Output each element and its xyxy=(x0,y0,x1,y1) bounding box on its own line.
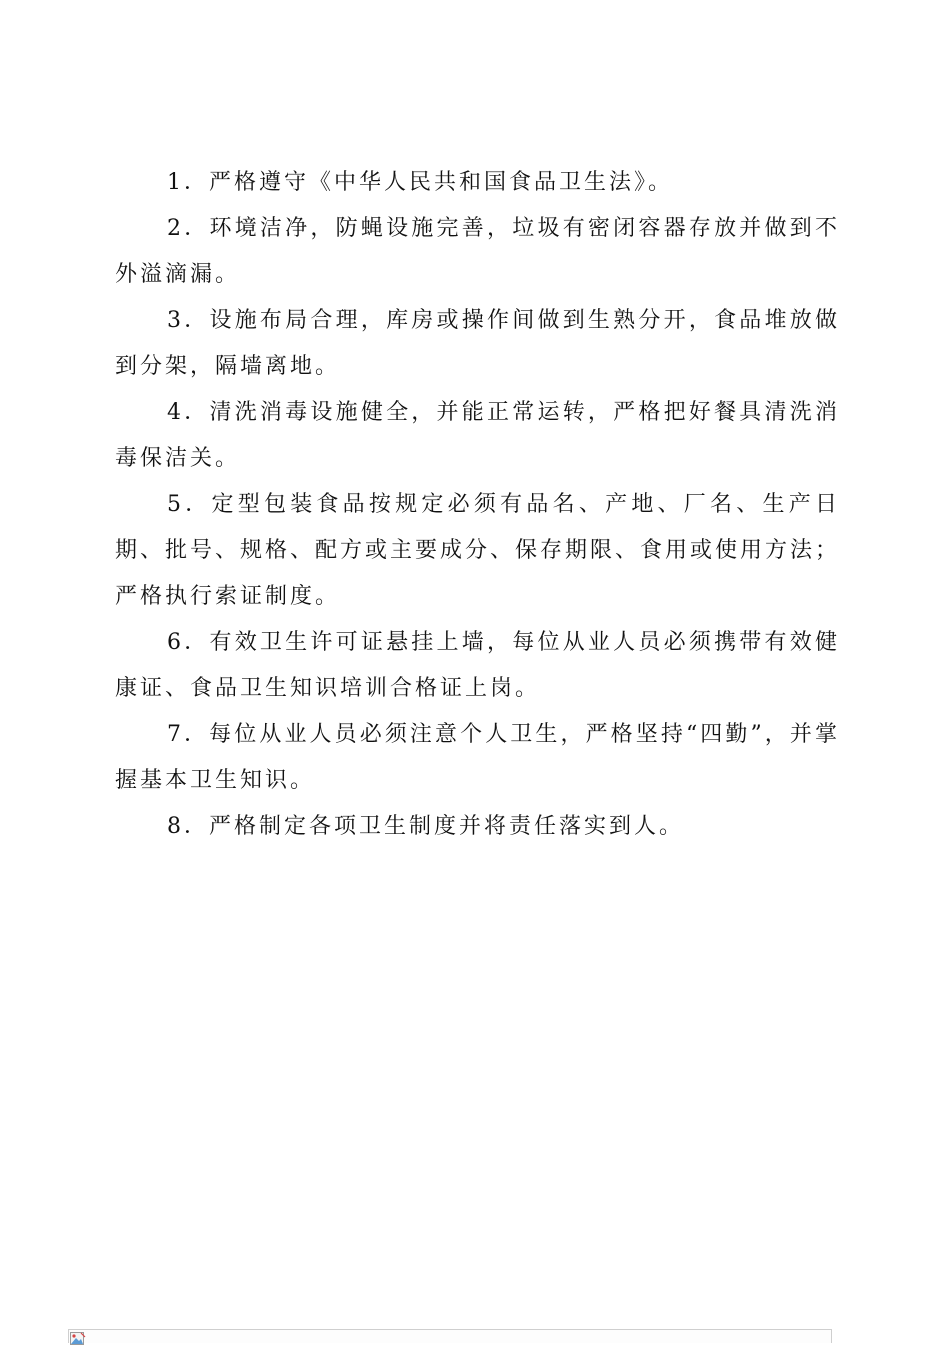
rule-item-7: 7．每位从业人员必须注意个人卫生，严格坚持“四勤”，并掌握基本卫生知识。 xyxy=(115,722,840,793)
document-body xyxy=(115,160,840,850)
rule-item-5: 5．定型包装食品按规定必须有品名、产地、厂名、生产日期、批号、规格、配方或主要成分、保存期限、食用或使用方法；严格执行索证制度。 xyxy=(115,492,841,609)
rule-item-1: 1．严格遵守《中华人民共和国食品卫生法》。 xyxy=(167,170,673,195)
footer-image-placeholder xyxy=(68,1329,832,1343)
rule-item-2: 2．环境洁净，防蝇设施完善，垃圾有密闭容器存放并做到不外溢滴漏。 xyxy=(115,216,840,287)
broken-image-icon xyxy=(70,1331,86,1345)
rule-item-8: 8．严格制定各项卫生制度并将责任落实到人。 xyxy=(167,814,684,839)
rule-item-6: 6．有效卫生许可证悬挂上墙，每位从业人员必须携带有效健康证、食品卫生知识培训合格证上岗。 xyxy=(115,630,840,701)
rule-item-4: 4．清洗消毒设施健全，并能正常运转，严格把好餐具清洗消毒保洁关。 xyxy=(115,400,840,471)
rule-item-3: 3．设施布局合理，库房或操作间做到生熟分开，食品堆放做到分架，隔墙离地。 xyxy=(115,308,840,379)
